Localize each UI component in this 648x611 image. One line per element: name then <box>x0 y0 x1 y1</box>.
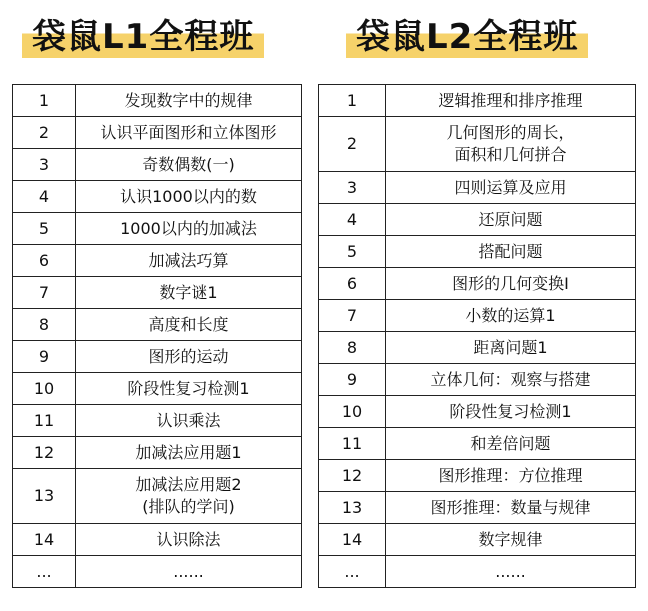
lesson-topic-line: 四则运算及应用 <box>454 177 567 197</box>
lesson-number: 12 <box>13 437 76 469</box>
course-panel-l2 <box>318 0 636 588</box>
lesson-topic <box>386 524 636 556</box>
lesson-topic-line: 搭配问题 <box>478 241 543 261</box>
lesson-number: 13 <box>13 469 76 524</box>
lesson-number: 11 <box>319 428 386 460</box>
lesson-topic-line: 小数的运算1 <box>465 305 556 325</box>
lesson-number: 6 <box>319 268 386 300</box>
lesson-topic <box>76 277 302 309</box>
lesson-number: 1 <box>319 85 386 117</box>
lesson-topic <box>76 524 302 556</box>
table-row <box>319 117 636 172</box>
table-row <box>13 437 302 469</box>
lesson-number: 6 <box>13 245 76 277</box>
lesson-topic <box>386 172 636 204</box>
lesson-table <box>12 84 302 588</box>
table-row <box>13 277 302 309</box>
lesson-number: 7 <box>319 300 386 332</box>
lesson-number: 9 <box>13 341 76 373</box>
table-row <box>13 556 302 588</box>
lesson-number: 8 <box>13 309 76 341</box>
lesson-topic <box>76 341 302 373</box>
lesson-topic-line: 图形推理：数量与规律 <box>430 497 591 517</box>
lesson-number: 14 <box>319 524 386 556</box>
lesson-topic-line: 几何图形的周长， <box>446 123 575 142</box>
table-row <box>319 396 636 428</box>
lesson-topic-line: 认识1000以内的数 <box>120 186 257 206</box>
lesson-topic <box>386 332 636 364</box>
lesson-number: 10 <box>13 373 76 405</box>
lesson-number: 4 <box>319 204 386 236</box>
lesson-topic-line: 阶段性复习检测1 <box>449 401 572 421</box>
lesson-topic-line: 认识平面图形和立体图形 <box>100 122 277 142</box>
lesson-number: 14 <box>13 524 76 556</box>
page-title: 袋鼠L2全程班 <box>346 16 588 58</box>
table-row <box>13 181 302 213</box>
table-row <box>319 204 636 236</box>
lesson-topic-line: ...... <box>173 561 204 581</box>
table-row <box>319 85 636 117</box>
lesson-topic <box>76 556 302 588</box>
lesson-topic <box>386 300 636 332</box>
lesson-topic <box>76 469 302 524</box>
lesson-topic <box>386 117 636 172</box>
lesson-topic <box>76 149 302 181</box>
lesson-topic <box>386 556 636 588</box>
lesson-topic-line: 加减法应用题2 <box>135 475 242 494</box>
table-row <box>319 460 636 492</box>
lesson-topic-line: 阶段性复习检测1 <box>127 378 250 398</box>
lesson-topic-line: ...... <box>495 561 526 581</box>
lesson-number: 3 <box>13 149 76 181</box>
table-row <box>13 117 302 149</box>
table-row <box>319 172 636 204</box>
lesson-table <box>318 84 636 588</box>
lesson-topic <box>386 236 636 268</box>
lesson-number: 2 <box>319 117 386 172</box>
lesson-topic-line: 距离问题1 <box>473 337 548 357</box>
lesson-number: 9 <box>319 364 386 396</box>
lesson-number: 5 <box>319 236 386 268</box>
lesson-topic <box>76 405 302 437</box>
table-row <box>319 428 636 460</box>
lesson-topic <box>76 85 302 117</box>
lesson-topic-line: 高度和长度 <box>148 314 229 334</box>
lesson-topic <box>76 213 302 245</box>
lesson-topic-line: 认识乘法 <box>156 410 221 430</box>
table-row <box>13 405 302 437</box>
lesson-topic-line: (排队的学问) <box>142 497 235 516</box>
lesson-number: 4 <box>13 181 76 213</box>
lesson-topic-line: 认识除法 <box>156 529 221 549</box>
table-row <box>319 236 636 268</box>
table-row <box>13 524 302 556</box>
table-row <box>319 524 636 556</box>
table-row <box>13 149 302 181</box>
lesson-topic <box>386 268 636 300</box>
lesson-topic-line: 1000以内的加减法 <box>120 218 257 238</box>
lesson-topic-line: 发现数字中的规律 <box>124 90 253 110</box>
table-row <box>13 213 302 245</box>
table-row <box>319 556 636 588</box>
lesson-topic <box>76 309 302 341</box>
lesson-topic-line: 图形推理：方位推理 <box>438 465 583 485</box>
table-row <box>13 85 302 117</box>
lesson-topic <box>76 245 302 277</box>
table-row <box>13 341 302 373</box>
lesson-number: 10 <box>319 396 386 428</box>
lesson-number: 13 <box>319 492 386 524</box>
table-row <box>319 364 636 396</box>
table-row <box>319 268 636 300</box>
lesson-topic-line: 数字谜1 <box>159 282 218 302</box>
lesson-topic <box>386 204 636 236</box>
lesson-number: 7 <box>13 277 76 309</box>
title-area <box>318 0 636 78</box>
table-row <box>319 332 636 364</box>
lesson-topic <box>386 396 636 428</box>
lesson-number: 12 <box>319 460 386 492</box>
lesson-topic <box>76 373 302 405</box>
lesson-topic-line: 奇数偶数(一) <box>142 154 235 174</box>
lesson-topic <box>386 492 636 524</box>
lesson-topic <box>76 117 302 149</box>
lesson-number: ... <box>13 556 76 588</box>
table-row <box>319 300 636 332</box>
lesson-number: 5 <box>13 213 76 245</box>
lesson-topic-line: 加减法巧算 <box>148 250 229 270</box>
lesson-topic <box>386 85 636 117</box>
lesson-number: 11 <box>13 405 76 437</box>
lesson-number: 1 <box>13 85 76 117</box>
lesson-number: ... <box>319 556 386 588</box>
table-row <box>13 309 302 341</box>
table-row <box>13 245 302 277</box>
lesson-number: 2 <box>13 117 76 149</box>
title-area <box>12 0 302 78</box>
lesson-topic <box>386 460 636 492</box>
lesson-topic <box>76 437 302 469</box>
lesson-topic-line: 数字规律 <box>478 529 543 549</box>
lesson-topic-line: 图形的运动 <box>148 346 229 366</box>
lesson-topic <box>386 428 636 460</box>
lesson-topic-line: 加减法应用题1 <box>135 442 242 462</box>
lesson-topic <box>386 364 636 396</box>
table-row <box>13 469 302 524</box>
table-row <box>319 492 636 524</box>
lesson-topic-line: 图形的几何变换I <box>452 273 569 293</box>
lesson-topic-line: 还原问题 <box>478 209 543 229</box>
lesson-number: 8 <box>319 332 386 364</box>
lesson-topic <box>76 181 302 213</box>
table-row <box>13 373 302 405</box>
lesson-topic-line: 和差倍问题 <box>470 433 551 453</box>
page-title: 袋鼠L1全程班 <box>22 16 264 58</box>
lesson-topic-line: 面积和几何拼合 <box>454 145 567 164</box>
lesson-topic-line: 立体几何：观察与搭建 <box>430 369 591 389</box>
course-panel-l1 <box>12 0 302 588</box>
lesson-topic-line: 逻辑推理和排序推理 <box>438 90 583 110</box>
lesson-number: 3 <box>319 172 386 204</box>
